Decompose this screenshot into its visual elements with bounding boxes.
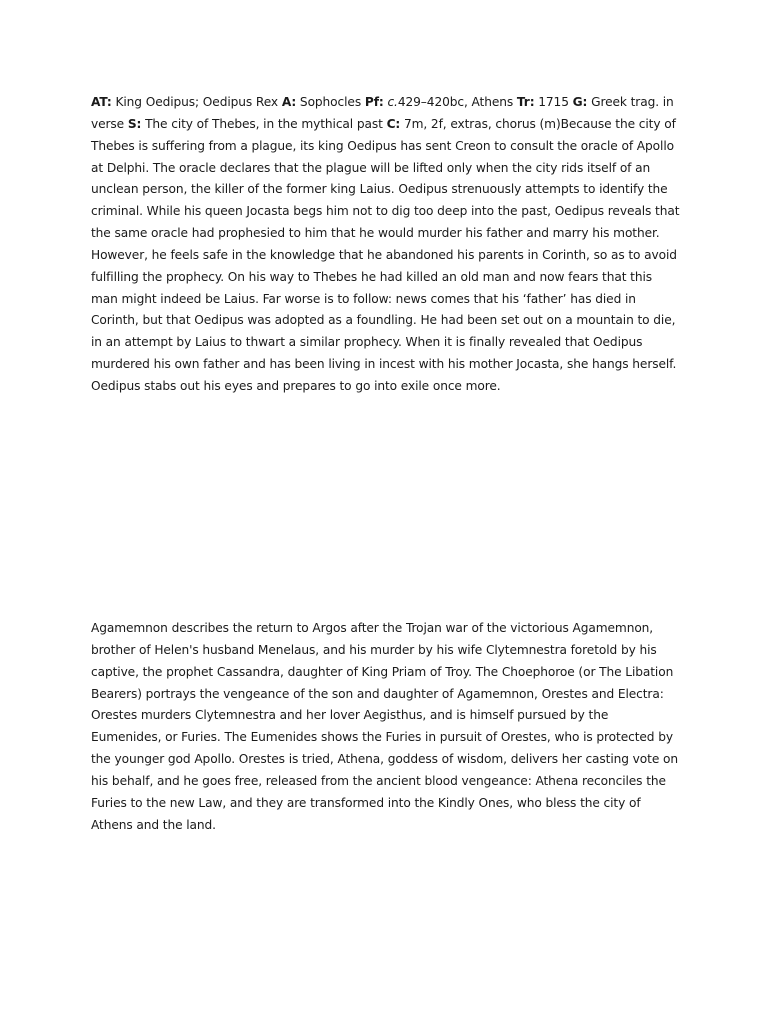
field-value-circa: c. — [387, 95, 398, 109]
field-value-genre: Greek trag. in verse — [91, 95, 674, 131]
field-value-translation: 1715 — [534, 95, 573, 109]
agamemnon-paragraph: Agamemnon describes the return to Argos after the Trojan war of the victorious Agamemnon, brother of Helen's husband Menelaus, and his murder by his wife Clytemnestra foretold by his captive, the prophet Cassandra, daughter of King Priam of Troy. The Choephoroe (or The Libation Bearers) portrays the vengeance of the son and daughter of Agamemnon, Orestes and Electra: Orestes murders Clytemnestra and her lover Aegisthus, and is himself pursued by the Eumenides, or Furies. The Eumenides shows the Furies in pursuit of Orestes, who is protected by the younger god Apollo. Orestes is tried, Athena, goddess of wisdom, delivers her casting vote on his behalf, and he goes free, released from the ancient blood vengeance: Athena reconciles the Furies to the new Law, and they are transformed into the Kindly Ones, who bless the city of Athens and the land. — [91, 621, 678, 832]
synopsis-text: Because the city of Thebes is suffering from a plague, its king Oedipus has sent Creon to consult the oracle of Apollo at Delphi. The oracle declares that the plague will be lifted only when the city rids itself of an unclean person, the killer of the former king Laius. Oedipus strenuously attempts to identify the criminal. While his queen Jocasta begs him not to dig too deep into the past, Oedipus reveals that the same oracle had prophesied to him that he would murder his father and marry his mother. However, he feels safe in the knowledge that he abandoned his parents in Corinth, so as to avoid fulfilling the prophecy. On his way to Thebes he had killed an old man and now fears that this man might indeed be Laius. Far worse is to follow: news comes that his ‘father’ has died in Corinth, but that Oedipus was adopted as a foundling. He had been set out on a mountain to die, in an attempt by Laius to thwart a similar prophecy. When it is finally revealed that Oedipus murdered his own father and has been living in incest with his mother Jocasta, she hangs herself. Oedipus stabs out his eyes and prepares to go into exile once more. — [91, 116, 680, 393]
field-label-setting: S: — [127, 116, 142, 131]
field-value-title: King Oedipus; Oedipus Rex — [111, 95, 282, 109]
field-label-at: AT: — [91, 95, 112, 109]
field-value-author: Sophocles — [296, 95, 365, 109]
field-value-setting: The city of Thebes, in the mythical past — [141, 116, 387, 131]
field-label-cast: C: — [386, 116, 401, 131]
field-label-genre: G: — [572, 95, 588, 109]
field-label-performance: Pf: — [364, 95, 384, 109]
field-value-cast: 7m, 2f, extras, chorus (m) — [400, 116, 561, 131]
field-label-author: A: — [281, 95, 297, 109]
oedipus-entry-paragraph — [91, 92, 681, 398]
field-label-translation: Tr: — [516, 95, 535, 109]
field-value-performance: 429–420bc, Athens — [397, 95, 517, 109]
